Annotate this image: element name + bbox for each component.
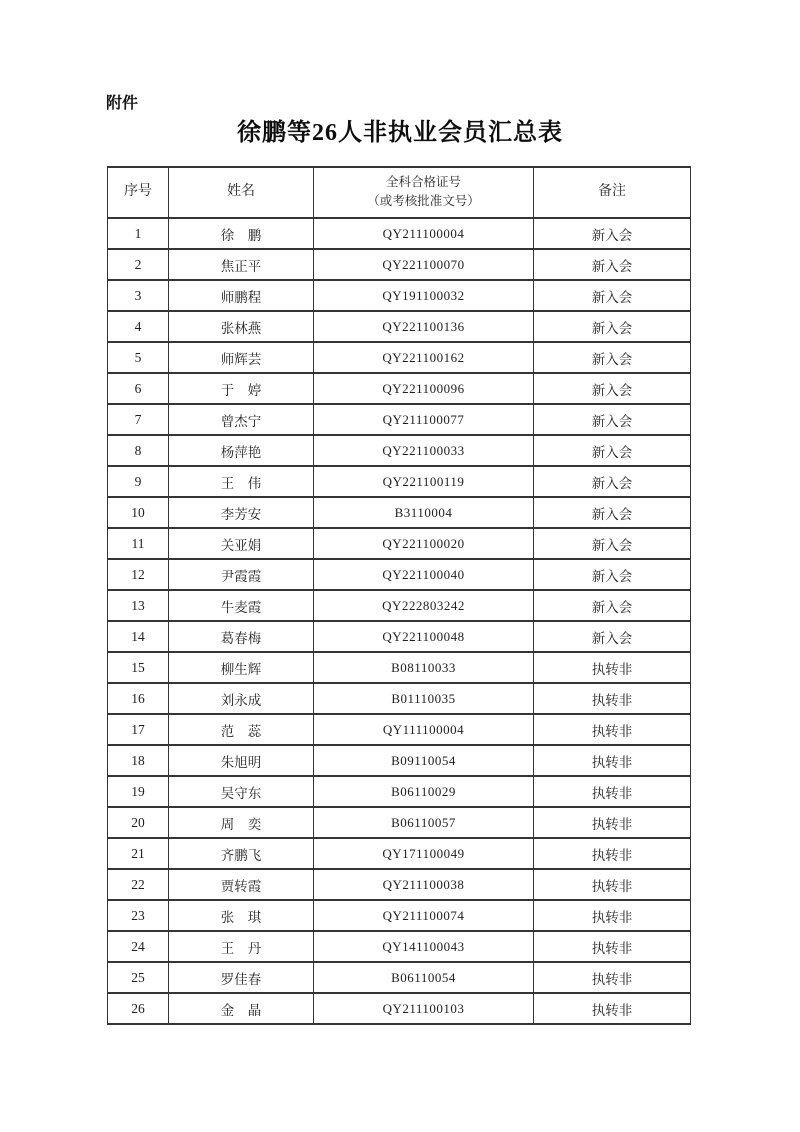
remark-cell: 新入会 [534,590,691,621]
table-row [108,869,691,900]
cert-cell: QY222803242 [314,590,534,621]
table-row [108,373,691,404]
serial-cell: 12 [108,559,169,590]
name-cell: 吴守东 [169,776,314,807]
name-cell: 张 琪 [169,900,314,931]
serial-cell: 9 [108,466,169,497]
cert-cell: QY221100136 [314,311,534,342]
remark-cell: 新入会 [534,466,691,497]
remark-cell: 执转非 [534,714,691,745]
serial-cell: 23 [108,900,169,931]
table-row [108,931,691,962]
name-cell: 王 伟 [169,466,314,497]
name-cell: 朱旭明 [169,745,314,776]
serial-cell: 21 [108,838,169,869]
cert-cell: QY211100038 [314,869,534,900]
table-row [108,249,691,280]
name-cell: 葛春梅 [169,621,314,652]
table-row [108,404,691,435]
serial-cell: 13 [108,590,169,621]
table-row [108,621,691,652]
cert-cell: QY171100049 [314,838,534,869]
cert-cell: B08110033 [314,652,534,683]
table-row [108,559,691,590]
cert-cell: QY221100020 [314,528,534,559]
name-cell: 师辉芸 [169,342,314,373]
serial-cell: 15 [108,652,169,683]
serial-cell: 26 [108,993,169,1024]
table-row [108,342,691,373]
remark-cell: 执转非 [534,869,691,900]
remark-cell: 执转非 [534,807,691,838]
remark-cell: 新入会 [534,435,691,466]
table-row [108,528,691,559]
cert-cell: QY211100077 [314,404,534,435]
serial-cell: 6 [108,373,169,404]
name-cell: 周 奕 [169,807,314,838]
remark-cell: 执转非 [534,900,691,931]
remark-cell: 新入会 [534,497,691,528]
table-row [108,652,691,683]
serial-cell: 8 [108,435,169,466]
name-cell: 齐鹏飞 [169,838,314,869]
serial-cell: 7 [108,404,169,435]
table-row [108,435,691,466]
member-table-body [108,218,691,1024]
remark-cell: 新入会 [534,559,691,590]
remark-cell: 新入会 [534,311,691,342]
name-cell: 尹霞霞 [169,559,314,590]
remark-cell: 新入会 [534,373,691,404]
cert-cell: B3110004 [314,497,534,528]
name-cell: 曾杰宁 [169,404,314,435]
cert-cell: QY221100162 [314,342,534,373]
serial-cell: 20 [108,807,169,838]
remark-cell: 执转非 [534,838,691,869]
table-row [108,900,691,931]
name-cell: 于 婷 [169,373,314,404]
table-header-row [108,167,691,218]
table-row [108,311,691,342]
cert-cell: QY211100074 [314,900,534,931]
table-row [108,962,691,993]
header-cert-line1: 全科合格证号 [385,174,461,189]
cert-cell: B06110054 [314,962,534,993]
name-cell: 柳生辉 [169,652,314,683]
remark-cell: 执转非 [534,931,691,962]
name-cell: 李芳安 [169,497,314,528]
cert-cell: QY221100096 [314,373,534,404]
header-remark: 备注 [534,167,691,218]
name-cell: 王 丹 [169,931,314,962]
cert-cell: QY221100033 [314,435,534,466]
header-cert-line2: （或考核批准文号） [367,193,480,208]
table-row [108,993,691,1024]
serial-cell: 16 [108,683,169,714]
header-name: 姓名 [169,167,314,218]
name-cell: 焦正平 [169,249,314,280]
serial-cell: 25 [108,962,169,993]
serial-cell: 18 [108,745,169,776]
cert-cell: B09110054 [314,745,534,776]
serial-cell: 1 [108,218,169,249]
name-cell: 贾转霞 [169,869,314,900]
remark-cell: 新入会 [534,404,691,435]
cert-cell: QY141100043 [314,931,534,962]
name-cell: 徐 鹏 [169,218,314,249]
remark-cell: 新入会 [534,280,691,311]
table-row [108,280,691,311]
remark-cell: 执转非 [534,652,691,683]
name-cell: 师鹏程 [169,280,314,311]
cert-cell: B06110029 [314,776,534,807]
serial-cell: 2 [108,249,169,280]
name-cell: 杨萍艳 [169,435,314,466]
remark-cell: 执转非 [534,776,691,807]
member-table [107,166,691,1025]
name-cell: 关亚娟 [169,528,314,559]
serial-cell: 10 [108,497,169,528]
page-title: 徐鹏等26人非执业会员汇总表 [237,120,563,146]
header-serial: 序号 [108,167,169,218]
serial-cell: 11 [108,528,169,559]
serial-cell: 5 [108,342,169,373]
name-cell: 牛麦霞 [169,590,314,621]
serial-cell: 19 [108,776,169,807]
serial-cell: 4 [108,311,169,342]
serial-cell: 14 [108,621,169,652]
name-cell: 罗佳春 [169,962,314,993]
cert-cell: QY221100040 [314,559,534,590]
cert-cell: QY221100048 [314,621,534,652]
remark-cell: 新入会 [534,528,691,559]
name-cell: 刘永成 [169,683,314,714]
table-row [108,683,691,714]
cert-cell: B06110057 [314,807,534,838]
table-row [108,838,691,869]
cert-cell: B01110035 [314,683,534,714]
remark-cell: 新入会 [534,342,691,373]
table-row [108,497,691,528]
member-table-head [108,167,691,218]
remark-cell: 新入会 [534,249,691,280]
attachment-label: 附件 [106,95,139,112]
remark-cell: 执转非 [534,745,691,776]
table-row [108,807,691,838]
remark-cell: 新入会 [534,218,691,249]
cert-cell: QY191100032 [314,280,534,311]
table-row [108,466,691,497]
serial-cell: 3 [108,280,169,311]
table-row [108,776,691,807]
name-cell: 金 晶 [169,993,314,1024]
cert-cell: QY221100070 [314,249,534,280]
name-cell: 张林燕 [169,311,314,342]
cert-cell: QY211100103 [314,993,534,1024]
serial-cell: 24 [108,931,169,962]
serial-cell: 22 [108,869,169,900]
table-row [108,590,691,621]
table-row [108,714,691,745]
remark-cell: 执转非 [534,962,691,993]
cert-cell: QY111100004 [314,714,534,745]
serial-cell: 17 [108,714,169,745]
cert-cell: QY221100119 [314,466,534,497]
header-cert [314,167,534,218]
remark-cell: 新入会 [534,621,691,652]
cert-cell: QY211100004 [314,218,534,249]
name-cell: 范 蕊 [169,714,314,745]
remark-cell: 执转非 [534,683,691,714]
table-row [108,218,691,249]
remark-cell: 执转非 [534,993,691,1024]
table-row [108,745,691,776]
